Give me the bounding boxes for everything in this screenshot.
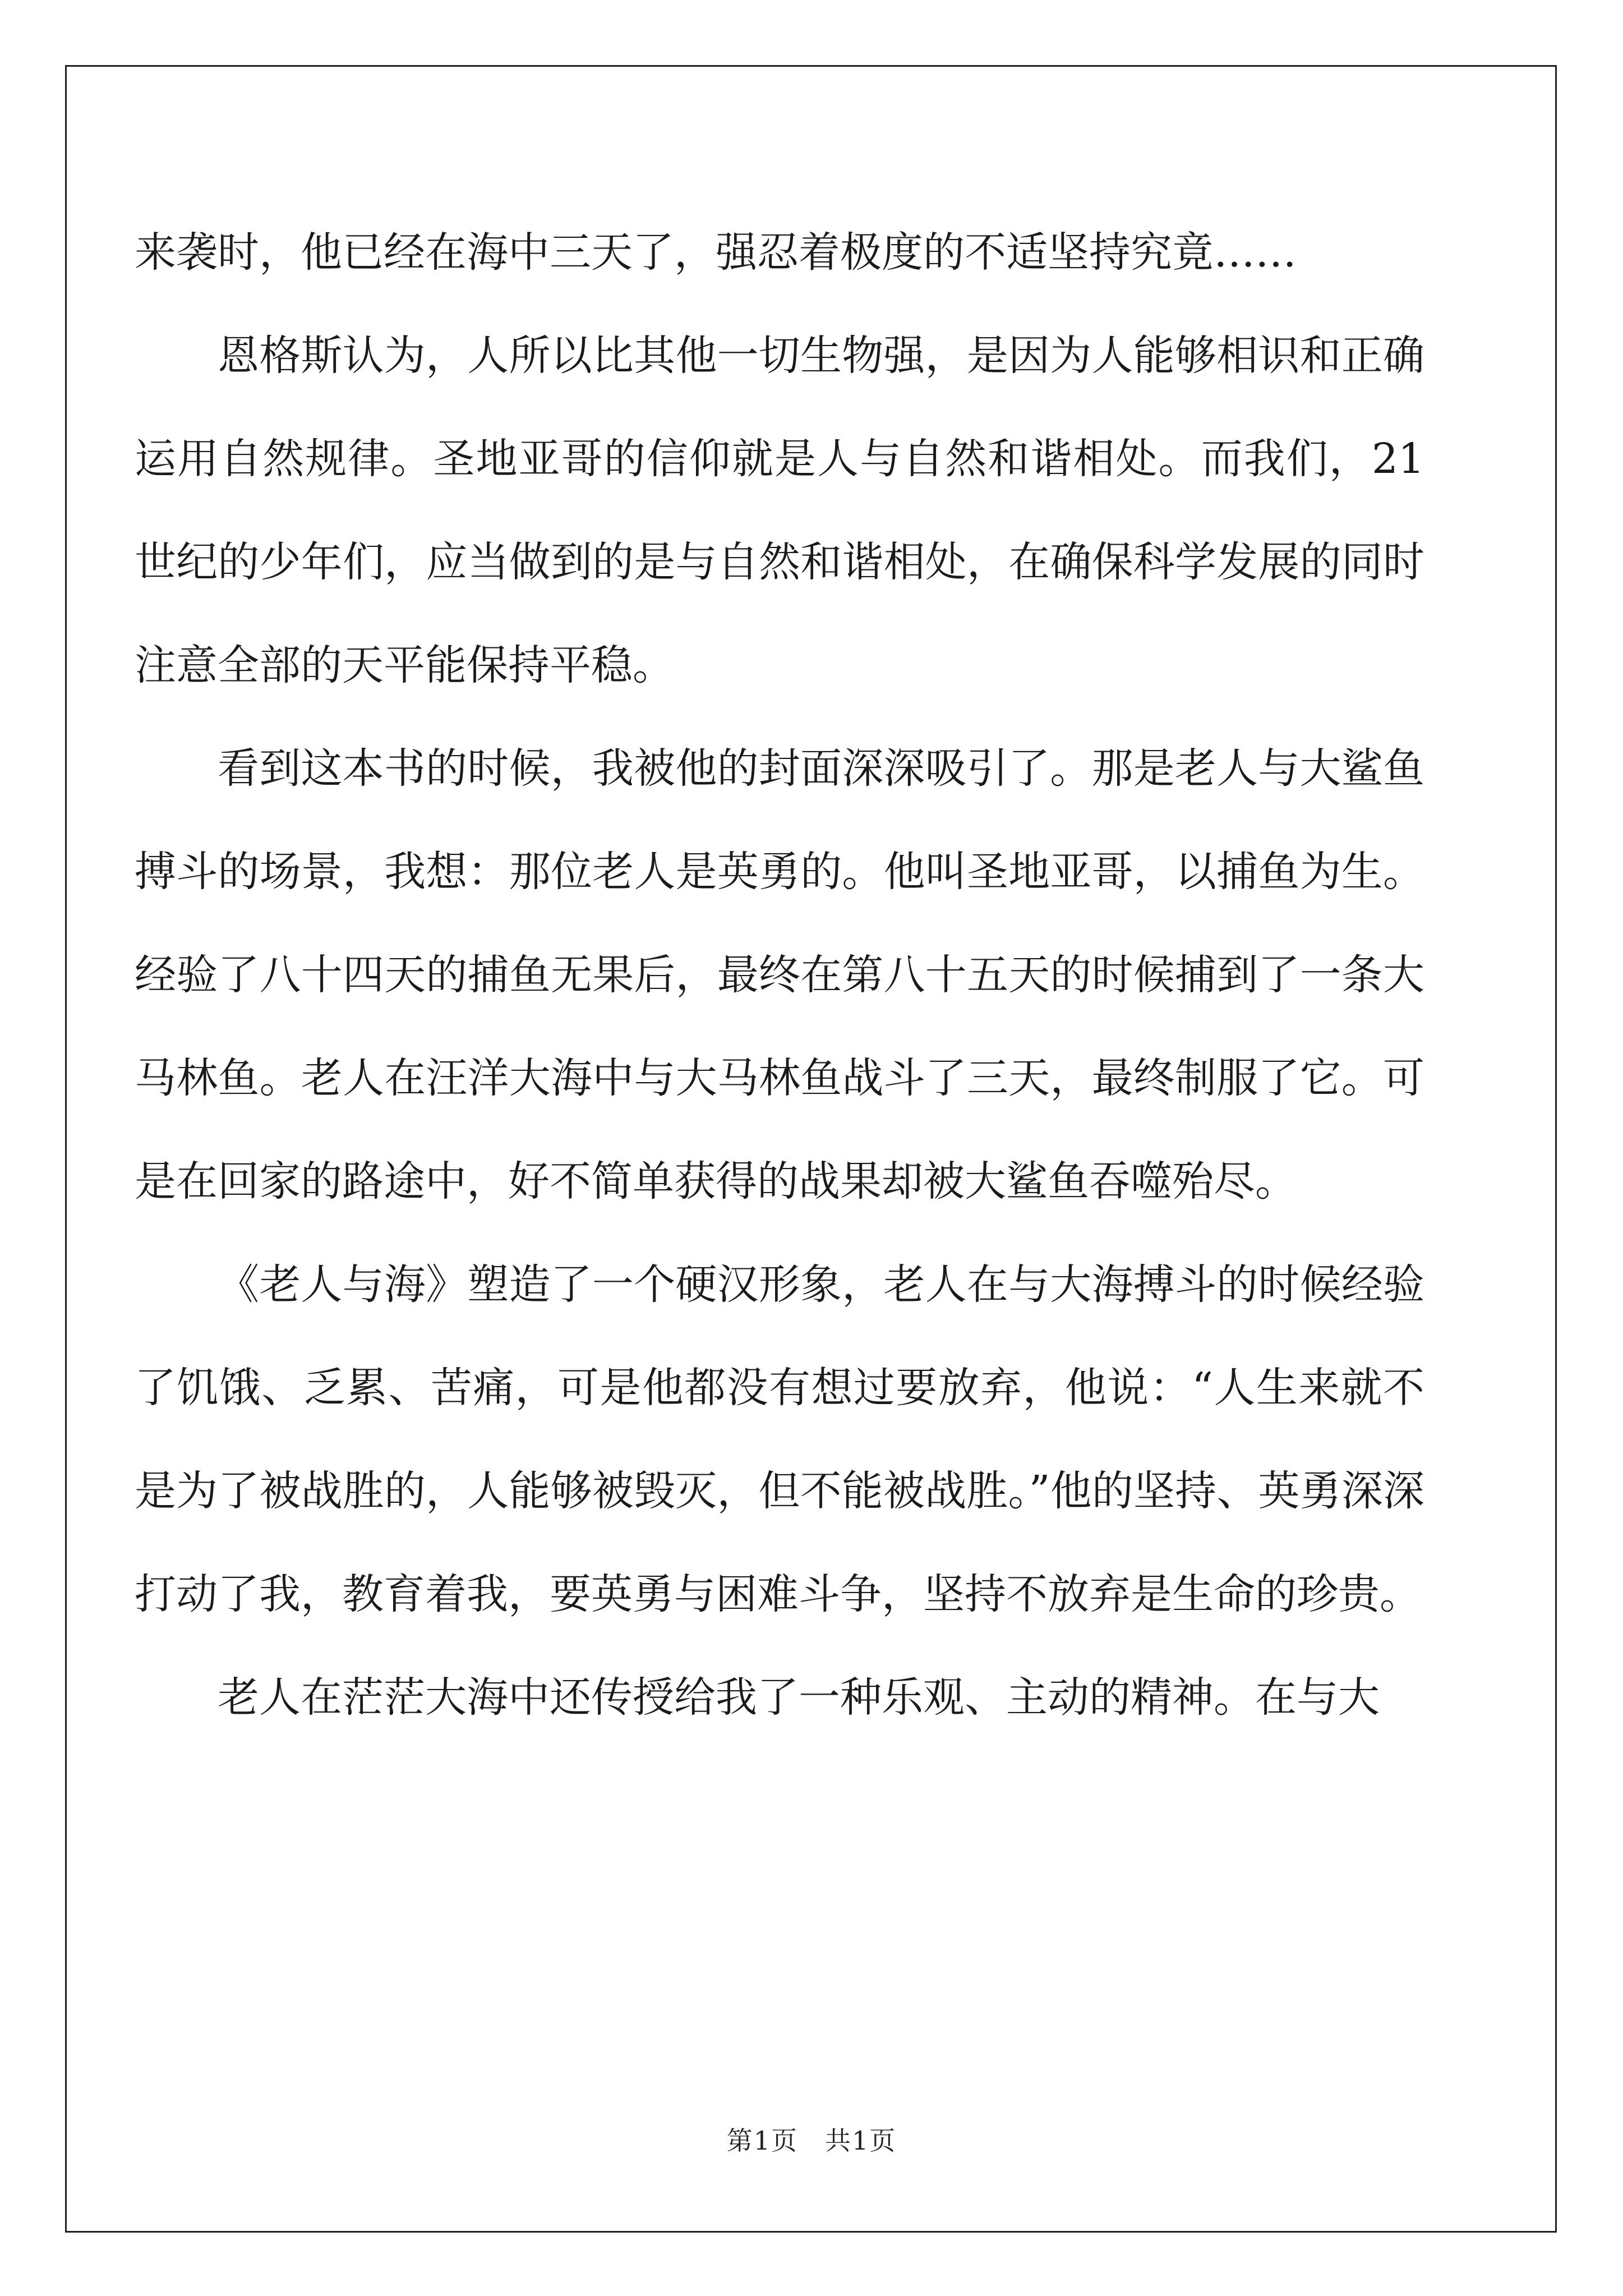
paragraph-4: 《老人与海》塑造了一个硬汉形象，老人在与大海搏斗的时候经验了饥饿、乏累、苦痛，可是他都没有想过要放弃，他说：“人生来就不是为了被战胜的，人能够被毁灭，但不能被战胜。”他的坚持、英勇深深打动了我，教育着我，要英勇与困难斗争，坚持不放弃是生命的珍贵。 <box>135 1260 1424 1618</box>
paragraph-2: 恩格斯认为，人所以比其他一切生物强，是因为人能够相识和正确运用自然规律。圣地亚哥的信仰就是人与自然和谐相处。而我们，21世纪的少年们，应当做到的是与自然和谐相处，在确保科学发展的同时注意全部的天平能保持平稳。 <box>135 332 1424 689</box>
document-body <box>135 201 1424 1749</box>
page-footer: 第1页 共1页 <box>726 2125 897 2156</box>
paragraph-5: 老人在茫茫大海中还传授给我了一种乐观、主动的精神。在与大 <box>218 1673 1380 1722</box>
paragraph-1: 来袭时，他已经在海中三天了，强忍着极度的不适坚持究竟…… <box>135 228 1297 277</box>
paragraph-3: 看到这本书的时候，我被他的封面深深吸引了。那是老人与大鲨鱼搏斗的场景，我想：那位老人是英勇的。他叫圣地亚哥，以捕鱼为生。经验了八十四天的捕鱼无果后，最终在第八十五天的时候捕到了一条大马林鱼。老人在汪洋大海中与大马林鱼战斗了三天，最终制服了它。可是在回家的路途中，好不简单获得的战果却被大鲨鱼吞噬殆尽。 <box>135 744 1424 1205</box>
